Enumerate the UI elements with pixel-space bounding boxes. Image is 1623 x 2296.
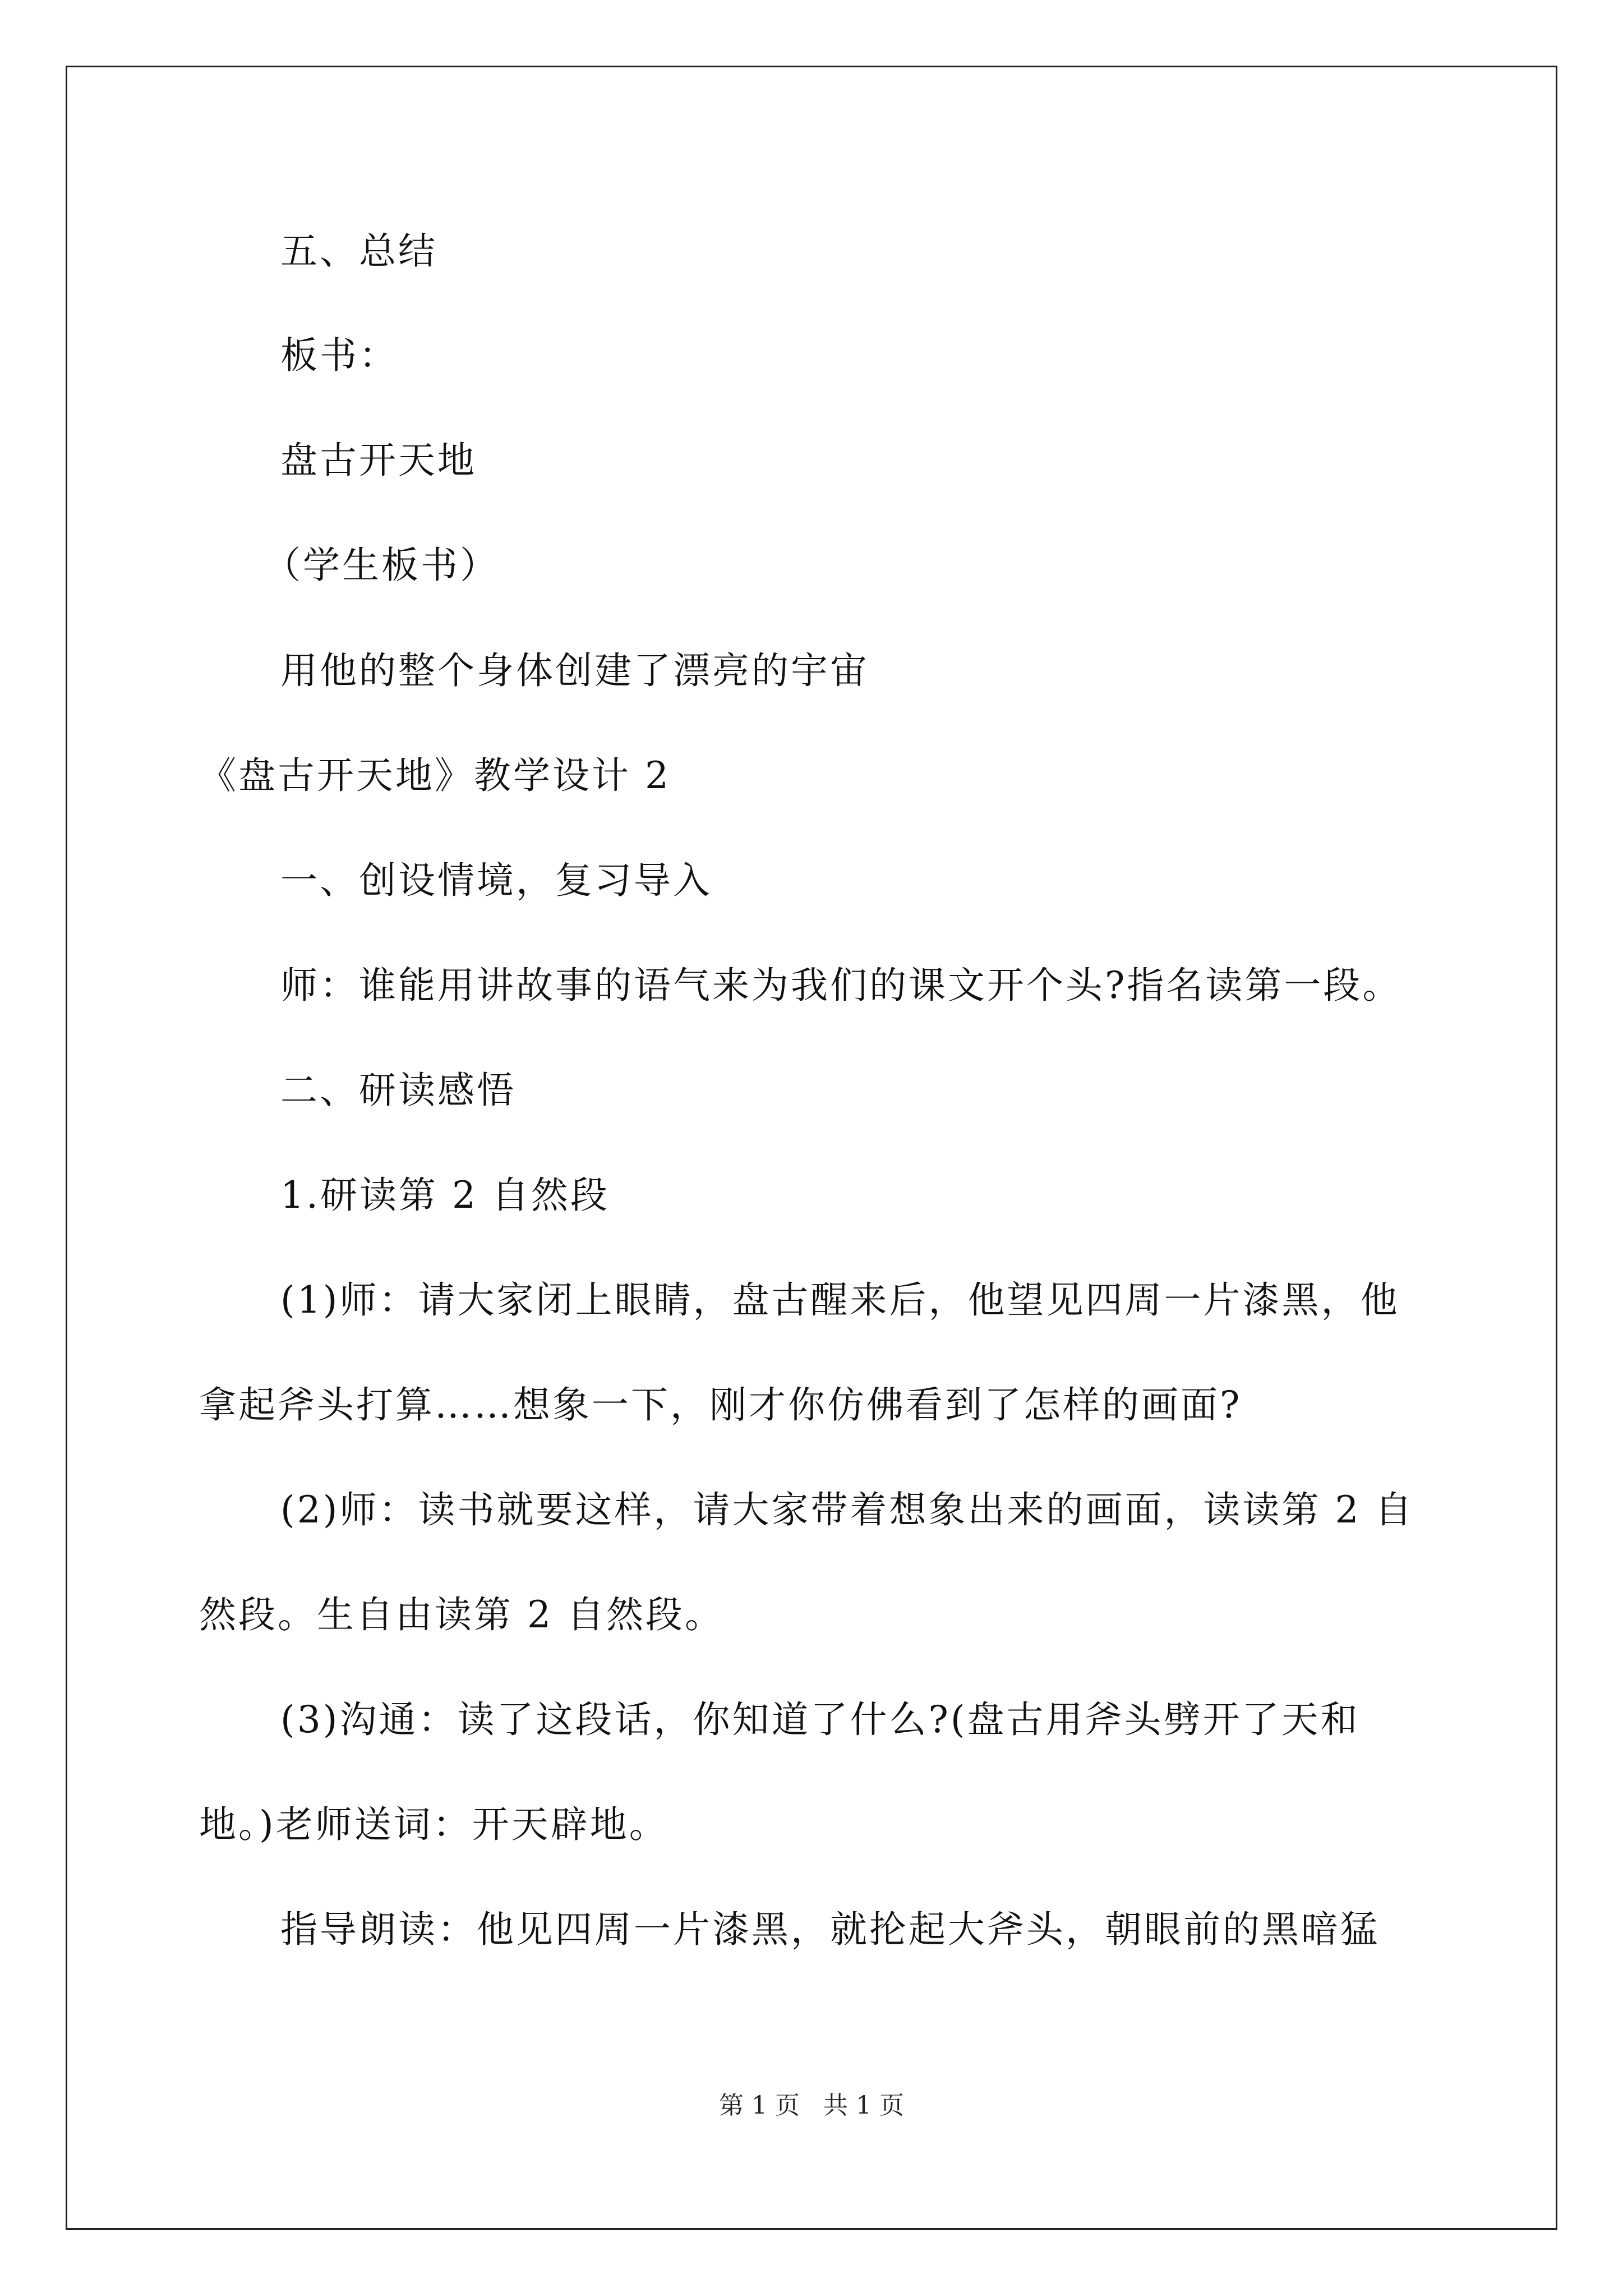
paragraph-line: 地。)老师送词：开天辟地。 xyxy=(199,1803,668,1846)
paragraph-line: (1)师：请大家闭上眼睛，盘古醒来后，他望见四周一片漆黑，他 xyxy=(280,1278,1400,1322)
paragraph-line: (3)沟通：读了这段话，你知道了什么?(盘古用斧头劈开了天和 xyxy=(280,1698,1360,1741)
blackboard-label: 板书： xyxy=(280,334,398,377)
paragraph-line: 师：谁能用讲故事的语气来为我们的课文开个头?指名读第一段。 xyxy=(280,964,1402,1007)
paragraph-line: 指导朗读：他见四周一片漆黑，就抡起大斧头，朝眼前的黑暗猛 xyxy=(280,1908,1380,1951)
blackboard-title: 盘古开天地 xyxy=(280,439,477,482)
page-border xyxy=(66,66,1557,2230)
blackboard-content: 用他的整个身体创建了漂亮的宇宙 xyxy=(280,649,869,692)
section-heading-reading: 二、研读感悟 xyxy=(280,1069,516,1112)
blackboard-note: （学生板书） xyxy=(264,544,499,587)
document-title: 《盘古开天地》教学设计 2 xyxy=(199,754,671,797)
paragraph-line: 拿起斧头打算……想象一下，刚才你仿佛看到了怎样的画面? xyxy=(199,1383,1242,1427)
subsection-heading: 1.研读第 2 自然段 xyxy=(280,1174,610,1217)
paragraph-line: (2)师：读书就要这样，请大家带着想象出来的画面，读读第 2 自 xyxy=(280,1488,1414,1531)
section-heading-intro: 一、创设情境，复习导入 xyxy=(280,859,712,902)
page-footer: 第 1 页 共 1 页 xyxy=(719,2091,904,2120)
section-heading-summary: 五、总结 xyxy=(280,229,437,273)
paragraph-line: 然段。生自由读第 2 自然段。 xyxy=(199,1593,724,1636)
